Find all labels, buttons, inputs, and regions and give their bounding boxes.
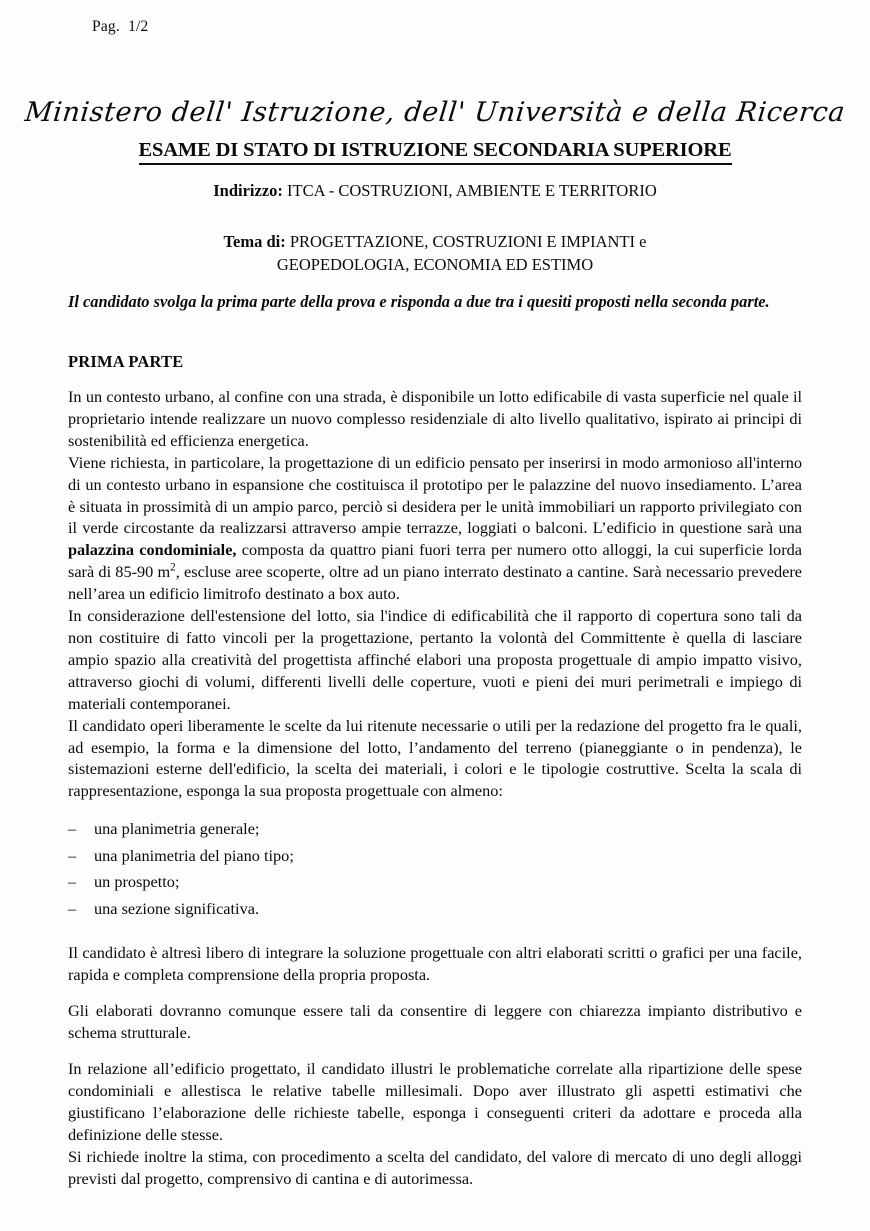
paragraph-2-emphasis: palazzina condominiale, <box>68 540 237 560</box>
section-heading-prima-parte: PRIMA PARTE <box>68 352 184 371</box>
spacer-before-list <box>68 802 802 816</box>
indirizzo-label: Indirizzo: <box>213 181 283 200</box>
spacer-p6-p7 <box>68 1044 802 1058</box>
tema-block <box>0 230 870 277</box>
dash-marker-icon: – <box>68 872 77 892</box>
paragraph-2-superscript: 2 <box>170 561 176 574</box>
paragraph-5: Il candidato è altresì libero di integrare la soluzione progettuale con altri elaborati scritti o grafici per una facile, rapida e completa comprensione della propria proposta. <box>68 943 802 985</box>
dash-marker-icon: – <box>68 845 77 865</box>
paragraph-7: In relazione all’edificio progettato, il candidato illustri le problematiche correlate alla ripartizione delle spese condominiali e allestisca le relative tabelle millesimali. Dopo aver illustrato gli aspetti estimativi che giustificano l’elaborazione delle richieste tabelle, esponga i conseguenti criteri da adottare e proceda alla definizione delle stesse. <box>68 1059 802 1144</box>
paragraph-1: In un contesto urbano, al confine con una strada, è disponibile un lotto edificabile di vasta superficie nel quale il proprietario intende realizzare un nuovo complesso residenziale di alto livello qualitativo, ispirato ai principi di sostenibilità ed efficienza energetica. <box>68 387 802 450</box>
paragraph-2 <box>68 452 802 605</box>
paragraph-2-part-b: composta da quattro piani fuori terra per numero otto alloggi, la cui superficie lorda sarà di 85-90 m <box>68 540 802 582</box>
list-item <box>68 896 802 923</box>
tema-line-2: GEOPEDOLOGIA, ECONOMIA ED ESTIMO <box>276 255 594 275</box>
list-item <box>68 843 802 870</box>
instruction-paragraph: Il candidato svolga la prima parte della prova e risponda a due tra i quesiti proposti nella seconda parte. <box>68 292 770 311</box>
dash-marker-icon: – <box>68 819 77 839</box>
spacer-after-list <box>68 922 802 942</box>
list-item-label: una sezione significativa. <box>94 898 260 918</box>
paragraph-4: Il candidato operi liberamente le scelte da lui ritenute necessarie o utili per la redazione del progetto fra le quali, ad esempio, la forma e la dimensione del lotto, l’andamento del terreno (pianeggiante o in pendenza), le sistemazioni esterne dell'edificio, la scelta dei materiali, i colori e le tipologie costruttive. Scelta la scala di rappresentazione, esponga la sua proposta progettuale con almeno: <box>68 715 802 801</box>
tema-label: Tema di: <box>223 232 286 251</box>
paragraph-8: Si richiede inoltre la stima, con procedimento a scelta del candidato, del valore di mercato di uno degli alloggi previsti dal progetto, comprensivo di cantina e di autorimessa. <box>68 1146 802 1188</box>
exam-heading: ESAME DI STATO DI ISTRUZIONE SECONDARIA SUPERIORE <box>139 139 732 165</box>
dash-marker-icon: – <box>68 898 77 918</box>
paragraph-2-part-c: , escluse aree scoperte, oltre ad un piano interrato destinato a cantine. Sarà necessario prevedere nell’area un edificio limitrofo destinato a box auto. <box>68 562 803 604</box>
list-item-label: una planimetria del piano tipo; <box>94 845 294 865</box>
exam-heading-container <box>0 139 870 165</box>
list-item-label: un prospetto; <box>94 872 180 892</box>
spacer-p5-p6 <box>68 986 802 1000</box>
tema-line-1 <box>0 230 870 253</box>
indirizzo-line <box>0 181 870 201</box>
page-number-label: Pag. 1/2 <box>92 18 149 35</box>
list-item <box>68 869 802 896</box>
body-content <box>68 386 802 1190</box>
ministry-title: Ministero dell' Istruzione, dell' Università e della Ricerca <box>23 97 847 128</box>
paragraph-3: In considerazione dell'estensione del lotto, sia l'indice di edificabilità che il rapporto di copertura sono tali da non costituire di fatto vincoli per la progettazione, pertanto la volontà del Committente è quella di lasciare ampio spazio alla creatività del progettista affinché elabori una proposta progettuale di ampio impatto visivo, attraverso giochi di volumi, differenti livelli delle coperture, vuoti e pieni dei muri perimetrali e impiego di materiali contemporanei. <box>68 606 802 713</box>
indirizzo-value: ITCA - COSTRUZIONI, AMBIENTE E TERRITORIO <box>282 181 657 200</box>
list-item <box>68 816 802 843</box>
list-item-label: una planimetria generale; <box>94 819 260 839</box>
paragraph-2-part-a: Viene richiesta, in particolare, la progettazione di un edificio pensato per inserirsi in modo armonioso all'interno di un contesto urbano in espansione che costituisca il prototipo per le palazzine del nuovo insediamento. L’area è situata in prossimità di un ampio parco, perciò si desidera per le unità immobiliari un rapporto privilegiato con il verde circostante da realizzarsi attraverso ampie terrazze, loggiati o balconi. L’edificio in questione sarà una <box>68 452 802 538</box>
tema-value-line1: PROGETTAZIONE, COSTRUZIONI E IMPIANTI e <box>285 232 647 251</box>
paragraph-6: Gli elaborati dovranno comunque essere tali da consentire di leggere con chiarezza impianto distributivo e schema strutturale. <box>68 1001 802 1043</box>
deliverables-list <box>68 816 802 922</box>
